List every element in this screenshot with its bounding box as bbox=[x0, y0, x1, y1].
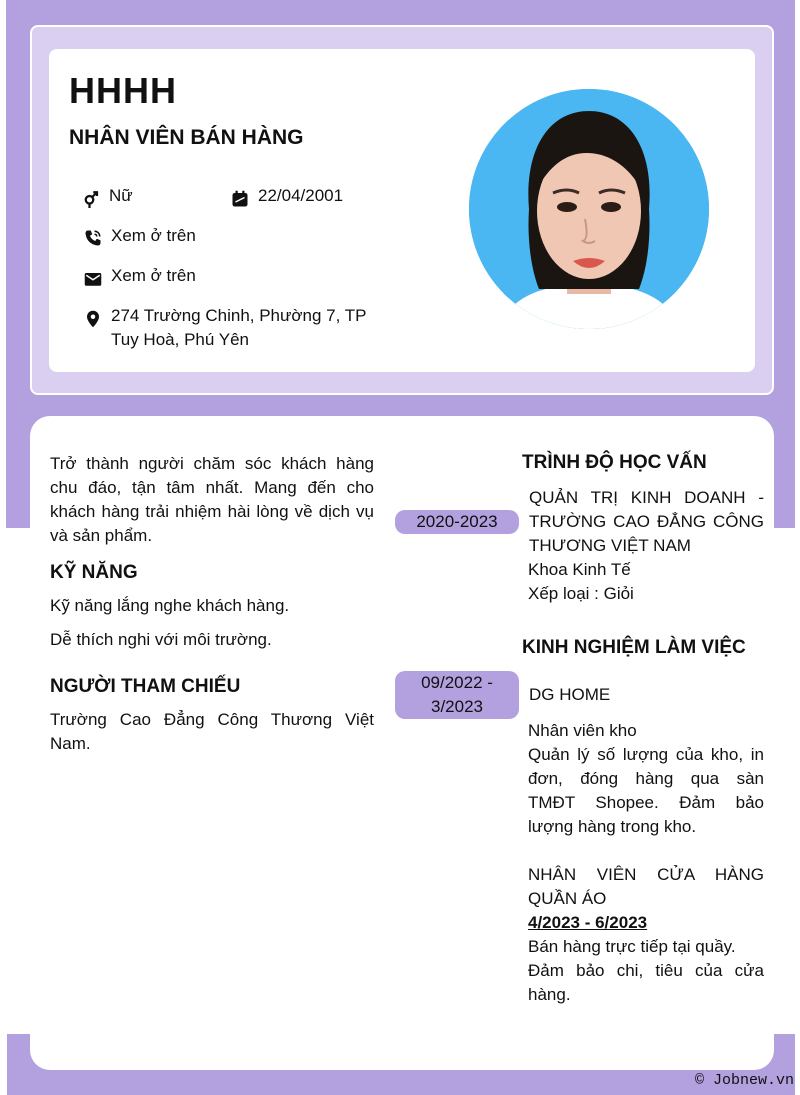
references-text: Trường Cao Đẳng Công Thương Việt Nam. bbox=[50, 710, 374, 753]
birthdate-value: 22/04/2001 bbox=[258, 186, 344, 205]
experience-title: KINH NGHIỆM LÀM VIỆC bbox=[522, 637, 746, 658]
job2-duty: Bán hàng trực tiếp tại quầy. bbox=[528, 937, 736, 956]
email-value: Xem ở trên bbox=[111, 266, 196, 285]
job2-duty: Đảm bảo chi, tiêu của cửa hàng. bbox=[528, 961, 764, 1004]
portrait-image bbox=[469, 89, 709, 329]
gender-icon bbox=[82, 190, 100, 208]
footer-credit: © Jobnew.vn bbox=[694, 1072, 794, 1089]
job-position: NHÂN VIÊN BÁN HÀNG bbox=[69, 126, 304, 149]
candidate-name: HHHH bbox=[69, 70, 177, 111]
education-rank: Xếp loại : Giỏi bbox=[528, 584, 634, 603]
phone-value: Xem ở trên bbox=[111, 226, 196, 245]
job-description: Quản lý số lượng của kho, in đơn, đóng hàng qua sàn TMĐT Shopee. Đảm bảo lượng hàng trong kho. bbox=[528, 745, 764, 836]
skill-item: Kỹ năng lắng nghe khách hàng. bbox=[50, 596, 290, 615]
job-role: Nhân viên kho bbox=[528, 721, 637, 740]
address-value: 274 Trường Chinh, Phường 7, TP Tuy Hoà, Phú Yên bbox=[111, 306, 367, 349]
education-title: TRÌNH ĐỘ HỌC VẤN bbox=[522, 452, 707, 473]
skills-title: KỸ NĂNG bbox=[50, 562, 138, 583]
skill-item: Dễ thích nghi với môi trường. bbox=[50, 630, 272, 649]
job2-period: 4/2023 - 6/2023 bbox=[528, 913, 648, 932]
gender-value: Nữ bbox=[109, 186, 133, 205]
job2-title: NHÂN VIÊN CỬA HÀNG QUẦN ÁO bbox=[528, 865, 764, 908]
calendar-icon bbox=[231, 190, 249, 208]
job-company: DG HOME bbox=[529, 685, 611, 704]
education-school: QUẢN TRỊ KINH DOANH - TRƯỜNG CAO ĐẲNG CÔNG THƯƠNG VIỆT NAM bbox=[529, 488, 764, 555]
career-objective: Trở thành người chăm sóc khách hàng chu đáo, tận tâm nhất. Mang đến cho khách hàng trải nhiệm hài lòng về dịch vụ và sản phẩm. bbox=[50, 454, 374, 545]
references-title: NGƯỜI THAM CHIẾU bbox=[50, 676, 241, 697]
location-pin-icon bbox=[84, 310, 102, 328]
education-faculty: Khoa Kinh Tế bbox=[528, 560, 631, 579]
education-period-badge: 2020-2023 bbox=[395, 510, 519, 534]
phone-icon bbox=[84, 229, 102, 247]
profile-photo bbox=[469, 89, 709, 329]
job-period-badge: 09/2022 - 3/2023 bbox=[395, 671, 519, 719]
email-icon bbox=[84, 270, 102, 288]
